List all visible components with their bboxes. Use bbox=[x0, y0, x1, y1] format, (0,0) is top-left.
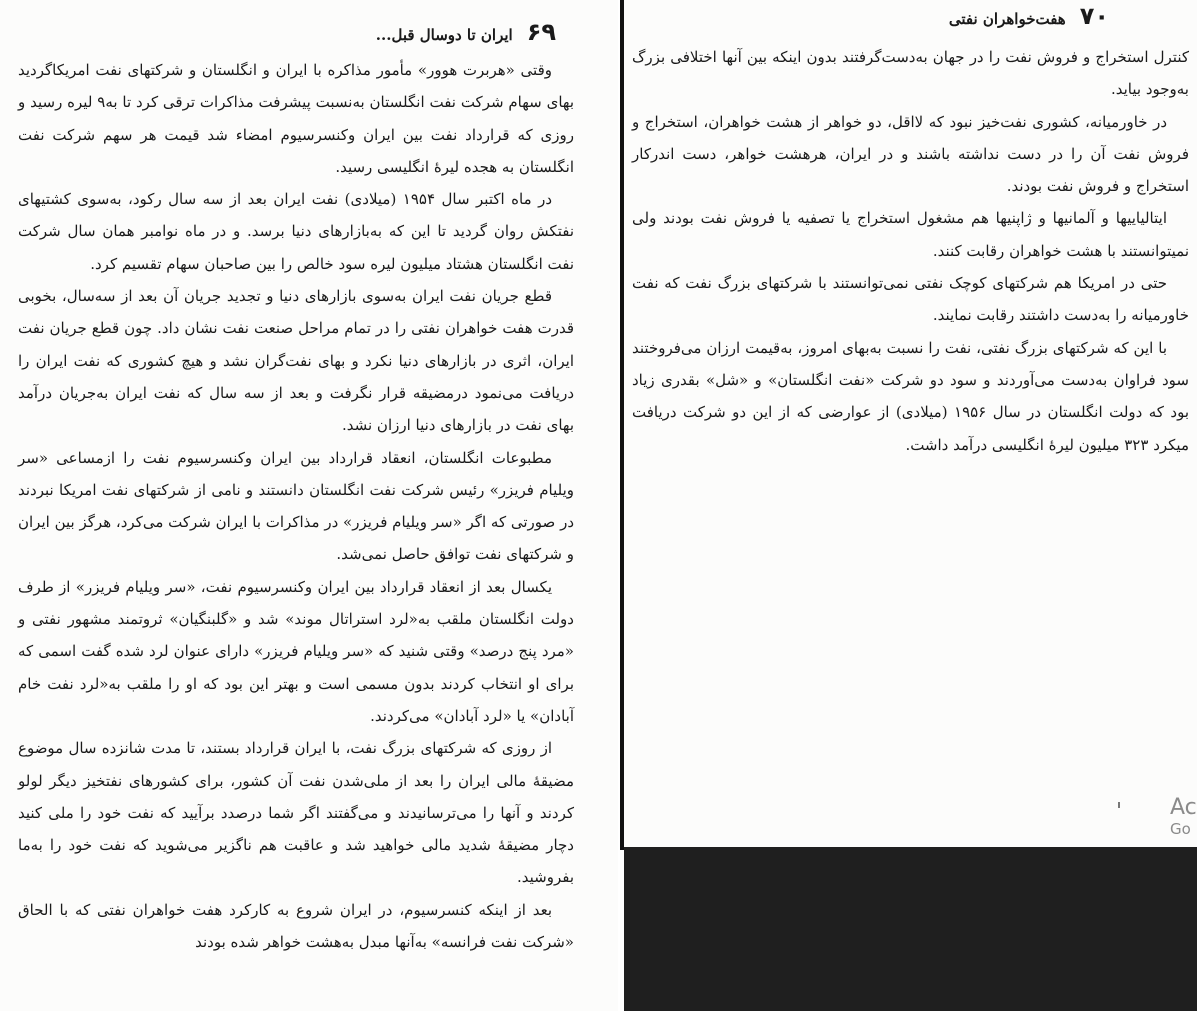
right-page-header bbox=[949, 2, 1109, 30]
right-running-title: هفت‌خواهران نفتی bbox=[948, 10, 1066, 28]
activation-watermark bbox=[1170, 795, 1197, 838]
paragraph: ایتالیاییها و آلمانیها و ژاپنیها هم مشغول استخراج یا تصفیه یا فروش نفت بودند ولی نمیتوانستند با هشت خواهران رقابت کنند. bbox=[632, 209, 1189, 260]
paragraph: یکسال بعد از انعقاد قرارداد بین ایران وکنسرسیوم نفت، «سر ویلیام فریزر» از طرف دولت انگلستان ملقب به«لرد استراتال موند» شد و «گلبنگیان» ثروتمند مشهور نفتی و «مرد پنج درصد» وقتی شنید که «سر ویلیام فریزر» دارای عنوان لرد شده گفت اسمی که برای او انتخاب کردند بدون مسمی است و بهتر این بود که او را ملقب به«لرد نفت خام آبادان» یا «لرد آبادان» می‌کردند. bbox=[18, 577, 574, 725]
right-page-body bbox=[632, 41, 1189, 461]
paragraph: در خاورمیانه، کشوری نفت‌خیز نبود که لااقل، دو خواهر از هشت خواهران، استخراج و فروش نفت آن را در دست نداشته باشند و در ایران، هرهشت خواهر، دست اندرکار استخراج و فروش نفت بودند. bbox=[632, 112, 1189, 196]
right-book-page bbox=[624, 0, 1197, 847]
watermark-line-1: Ac bbox=[1170, 795, 1197, 820]
paragraph: با این که شرکتهای بزرگ نفتی، نفت را نسبت به‌بهای امروز، به‌قیمت ارزان می‌فروختند سود فراوان به‌دست می‌آوردند و سود دو شرکت «نفت انگلستان» و «شل» بقدری زیاد بود که دولت انگلستان در سال ۱۹۵۶ (میلادی) از عوارضی که از این دو شرکت دریافت میکرد ۳۲۳ میلیون لیرهٔ انگلیسی درآمد داشت. bbox=[632, 338, 1190, 454]
paragraph: مطبوعات انگلستان، انعقاد قرارداد بین ایران وکنسرسیوم نفت را ازمساعی «سر ویلیام فریزر» رئیس شرکت نفت انگلستان دانستند و نامی از شرکتهای نفت امریکا نبردند در صورتی که اگر «سر ویلیام فریزر» در مذاکرات با ایران شرکت می‌کرد، هرگز بین ایران و شرکتهای نفت توافق حاصل نمی‌شد. bbox=[18, 448, 575, 564]
paragraph: از روزی که شرکتهای بزرگ نفت، با ایران قرارداد بستند، تا مدت شانزده سال موضوع مضیقهٔ مالی ایران را بعد از ملی‌شدن نفت آن کشور، برای کشورهای نفتخیز دیگر لولو کردند و آنها را می‌ترسانیدند و می‌گفتند اگر شما درصدد برآیید که نفت خود را ملی کنید دچار مضیقهٔ شدید مالی خواهید شد و عاقبت هم ناگزیر می‌شوید که نفت خود را به‌ما بفروشید. bbox=[18, 739, 574, 887]
left-page-header bbox=[376, 18, 556, 46]
paragraph: در ماه اکتبر سال ۱۹۵۴ (میلادی) نفت ایران بعد از سه سال رکود، به‌سوی کشتیهای نفتکش روان گردید تا این که به‌بازارهای دنیا برسد. و در ماه نوامبر همان سال شرکت نفت انگلستان هشتاد میلیون لیره سود خالص را بین صاحبان سهام تقسیم کرد. bbox=[18, 190, 574, 273]
paragraph: کنترل استخراج و فروش نفت را در جهان به‌دست‌گرفتند بدون اینکه بین آنها اختلافی بزرگ به‌وجود بیاید. bbox=[632, 48, 1189, 99]
left-page-body bbox=[18, 54, 574, 958]
left-running-title: ایران تا دوسال قبل... bbox=[375, 26, 513, 44]
dark-background bbox=[624, 847, 1197, 1011]
paragraph: بعد از اینکه کنسرسیوم، در ایران شروع به کارکرد هفت خواهران نفتی که با الحاق «شرکت نفت فرانسه» به‌آنها مبدل به‌هشت خواهر شده بودند bbox=[18, 900, 574, 952]
paragraph: وقتی «هربرت هوور» مأمور مذاکره با ایران و انگلستان و شرکتهای نفت امریکاگردید بهای سهام شرکت نفت انگلستان به‌نسبت پیشرفت مذاکرات ترقی کرد تا به۹ لیره رسید و روزی که قرارداد نفت بین ایران وکنسرسیوم امضاء شد قیمت هر سهم شرکت نفت انگلستان به هجده لیرهٔ انگلیسی رسید. bbox=[18, 61, 574, 176]
paragraph: قطع جریان نفت ایران به‌سوی بازارهای دنیا و تجدید جریان آن بعد از سه‌سال، بخوبی قدرت هفت خواهران نفتی را در تمام مراحل صنعت نفت نشان داد. چون قطع جریان نفت ایران، اثری در بازارهای دنیا نکرد و بهای نفت‌گران نشد و هیچ کشوری که نفت ایران را دریافت می‌نمود درمضیقه قرار نگرفت و بعد از سه سال که نفت ایران به‌جریان درآمد بهای نفت در بازارهای دنیا ارزان نشد. bbox=[18, 287, 574, 435]
paragraph: حتی در امریکا هم شرکتهای کوچک نفتی نمی‌توانستند با شرکتهای بزرگ نفت که نفت خاورمیانه را به‌دست داشتند رقابت نمایند. bbox=[632, 274, 1189, 325]
left-page-number: ۶۹ bbox=[526, 18, 556, 46]
right-page-number: ۷۰ bbox=[1079, 2, 1109, 30]
watermark-line-2: Go bbox=[1170, 820, 1191, 838]
page-speck bbox=[1118, 802, 1120, 808]
